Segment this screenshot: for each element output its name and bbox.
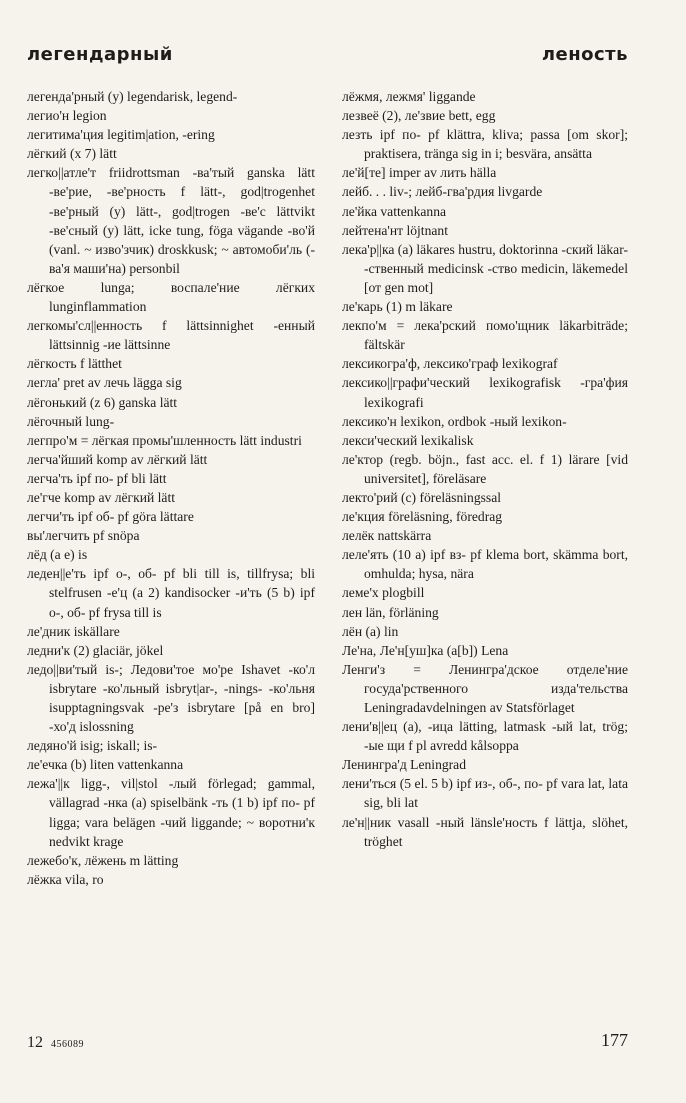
dictionary-entry: ле'дник iskällare [27,623,120,639]
dictionary-entry: лека'р||ка (a) läkares hustru, doktorinna -ский läkar- -ственный medicinsk -ство medicin, läkemedel [от gen mot] [342,241,628,295]
dictionary-entry: лени'ться (5 el. 5 b) ipf из-, об-, по- pf vara lat, lata sig, bli lat [342,776,628,811]
dictionary-entry: легла' pret av лечь lägga sig [27,375,182,391]
dictionary-entry: лексикогра'ф, лексико'граф lexikograf [342,356,558,372]
dictionary-entry: легкомы'сл||енность f lättsinnighet -енный lättsinnig -ие lättsinne [27,318,315,353]
signature-number: 12 [27,1034,43,1051]
dictionary-entry: лен län, förläning [342,604,439,620]
dictionary-entry: ле'н||ник vasall -ный länsle'ность f lättja, slöhet, tröghet [342,814,628,849]
running-head-left: легендарный [27,44,173,65]
dictionary-entry: ле'ктор (regb. böjn., fast acc. el. f 1) lärare [vid universitet], föreläsare [342,451,628,486]
dictionary-entry: лёгкое lunga; воспале'ние лёгких lunginflammation [27,279,315,315]
dictionary-entry: легитима'ция legitim|ation, -ering [27,127,215,143]
dictionary-entry: Ле'на, Ле'н[уш]ка (a[b]) Lena [342,642,509,658]
dictionary-entry: легчи'ть ipf об- pf göra lättare [27,509,194,525]
dictionary-entry: ле'гче komp av лёгкий lätt [27,489,176,505]
running-head-right: леность [541,44,628,65]
dictionary-entry: лексико||графи'ческий lexikografisk -гра'фия lexikografi [342,375,628,410]
left-column [27,87,315,889]
right-column [342,87,628,851]
dictionary-entry: ледни'к (2) glaciär, jökel [27,642,164,658]
dictionary-entry: легко||атле'т friidrottsman -ва'тый ganska lätt -ве'рие, -ве'рность f lätt-, god|trogenhet -ве'рный (y) lätt-, god|trogen -ве'с lättvikt -ве'сный (y) lätt, icke tung, föga vägande -во'й (vanl. ~ изво'зчик) droskkusk; ~ автомоби'ль (-ва'я маши'на) personbil [27,165,315,276]
dictionary-entry: лёгонький (z 6) ganska lätt [27,394,178,410]
dictionary-entry: лезть ipf по- pf klättra, kliva; passa [om skor]; praktisera, tränga sig in i; besvära, ansätta [342,127,628,162]
dictionary-entry: лейб. . . liv-; лейб-гва'рдия livgarde [342,184,543,200]
dictionary-entry: ле'кция föreläsning, föredrag [342,509,503,525]
dictionary-entry: ледяно'й isig; iskall; is- [27,738,158,754]
dictionary-entry: лёгкий (x 7) lätt [27,146,117,162]
dictionary-entry: вы'легчить pf snöpa [27,528,140,544]
dictionary-entry: лени'в||ец (a), -ица lätting, latmask -ый lat, trög; -ые щи f pl avredd kålsoppa [342,719,628,754]
dictionary-entry: лежебо'к, лёжень m lätting [27,852,179,868]
dictionary-entry: лежа'||к ligg-, vil|stol -лый förlegad; gammal, vällagrad -нка (a) spiselbänk -ть (1 b) ipf по- pf ligga; vara belägen -чий liggande; ~ воротни'к nedvikt krage [27,776,315,849]
dictionary-entry: лелёк nattskärra [342,528,432,544]
dictionary-entry: ле'й[те] imper av лить hälla [342,165,497,181]
dictionary-entry: лёгкость f lätthet [27,356,122,372]
dictionary-entry: леме'х plogbill [342,585,425,601]
dictionary-entry: легенда'рный (у) legendarisk, legend- [27,89,238,104]
dictionary-entry: легча'йший komp av лёгкий lätt [27,451,208,467]
dictionary-entry: ле'ечка (b) liten vattenkanna [27,757,184,773]
dictionary-entry: лекпо'м = лека'рский помо'щник läkarbiträde; fältskär [342,318,628,353]
dictionary-entry: лейтена'нт löjtnant [342,222,448,238]
dictionary-entry: лёд (а е) is [27,547,88,563]
dictionary-entry: Ленингра'д Leningrad [342,757,467,773]
dictionary-entry: лёгочный lung- [27,413,115,429]
dictionary-entry: ледо||ви'тый is-; Ледови'тое мо'ре Ishavet -ко'л isbrytare -ко'льный isbryt|ar-, -nings- -ко'льня isupptagningsvak -ре'з isbrytare [på en bro] -хо'д islossning [27,661,315,735]
dictionary-entry: легча'ть ipf по- pf bli lätt [27,470,167,486]
printer-signature [27,1034,84,1052]
dictionary-entry: лён (a) lin [342,623,399,639]
dictionary-entry: легио'н legion [27,108,107,124]
dictionary-entry: лёжмя, лежмя' liggande [342,89,476,104]
page-number: 177 [601,1030,628,1050]
dictionary-entry: леден||е'ть ipf о-, об- pf bli till is, tillfrysa; bli stelfrusen -е'ц (а 2) kandisocker -и'ть (5 b) ipf о-, об- pf frysa till is [27,566,315,620]
dictionary-entry: легпро'м = лёгкая промы'шленность lätt industri [27,432,302,448]
dictionary-entry: леле'ять (10 a) ipf вз- pf klema bort, skämma bort, omhulda; hysa, nära [342,547,628,582]
dictionary-entry: лексико'н lexikon, ordbok -ный lexikon- [342,413,567,429]
dictionary-entry: лекто'рий (c) föreläsningssal [342,489,502,505]
dictionary-entry: ле'карь (1) m läkare [342,299,453,315]
dictionary-entry: лекси'ческий lexikalisk [342,432,474,448]
dictionary-entry: Ленги'з = Ленингра'дское отделе'ние госуда'рственного изда'тельства Leningradavdelningen av Statsförlaget [342,661,628,715]
dictionary-entry: лезвеё (2), ле'звие bett, egg [342,108,496,124]
dictionary-entry: ле'йка vattenkanna [342,203,447,219]
signature-code: 456089 [51,1039,84,1050]
dictionary-entry: лёжка vila, ro [27,871,104,887]
